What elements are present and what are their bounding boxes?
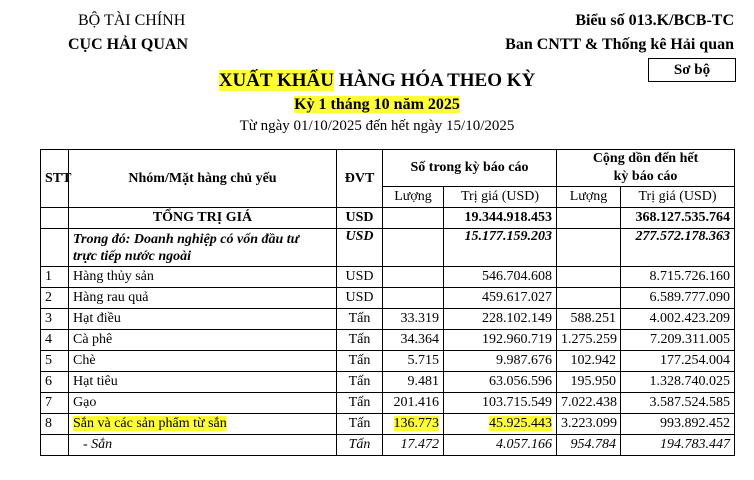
- row-unit: Tấn: [337, 351, 383, 372]
- row-qty: 201.416: [383, 393, 444, 414]
- row-stt: 2: [41, 288, 69, 309]
- subrow-cum-value: 194.783.447: [621, 435, 735, 456]
- table-row: [41, 288, 735, 309]
- row-name: Hạt tiêu: [69, 372, 337, 393]
- row-qty: [383, 288, 444, 309]
- row-cum-value: 3.587.524.585: [621, 393, 735, 414]
- row-cum-value: 8.715.726.160: [621, 267, 735, 288]
- row-qty-highlight: 136.773: [393, 416, 439, 431]
- row-cum-value: 6.589.777.090: [621, 288, 735, 309]
- table-row: [41, 267, 735, 288]
- col-stt: STT: [41, 150, 69, 208]
- row-stt: 5: [41, 351, 69, 372]
- report-title: [0, 70, 754, 92]
- col-unit: ĐVT: [337, 150, 383, 208]
- row-cum-qty: [557, 267, 621, 288]
- fdi-cum-value: 277.572.178.363: [621, 229, 735, 267]
- fdi-label-line2: trực tiếp nước ngoài: [73, 248, 192, 264]
- table-row-total: [41, 208, 735, 229]
- row-cum-qty: 102.942: [557, 351, 621, 372]
- report-period: [0, 96, 754, 114]
- row-value: 459.617.027: [444, 288, 557, 309]
- row-cum-qty: 588.251: [557, 309, 621, 330]
- row-name: Hạt điều: [69, 309, 337, 330]
- total-unit: USD: [337, 208, 383, 229]
- table-row: [41, 393, 735, 414]
- row-name: Hàng rau quả: [69, 288, 337, 309]
- row-value: 103.715.549: [444, 393, 557, 414]
- row-name: Gạo: [69, 393, 337, 414]
- subrow-unit: Tấn: [337, 435, 383, 456]
- row-name: [69, 414, 337, 435]
- col-period-group: Số trong kỳ báo cáo: [383, 150, 557, 187]
- table-row: [41, 309, 735, 330]
- row-value: 546.704.608: [444, 267, 557, 288]
- row-stt: 1: [41, 267, 69, 288]
- cum-line2: kỳ báo cáo: [613, 169, 678, 184]
- subrow-qty: 17.472: [383, 435, 444, 456]
- agency-subname: CỤC HẢI QUAN: [68, 36, 188, 53]
- table-subrow: [41, 435, 735, 456]
- row-qty: 9.481: [383, 372, 444, 393]
- export-table: [40, 149, 735, 456]
- row-cum-value: 993.892.452: [621, 414, 735, 435]
- department-name: Ban CNTT & Thống kê Hải quan: [505, 36, 734, 53]
- row-cum-value: 4.002.423.209: [621, 309, 735, 330]
- status-badge: Sơ bộ: [648, 58, 736, 82]
- row-stt: 3: [41, 309, 69, 330]
- table-row: [41, 414, 735, 435]
- row-cum-value: 1.328.740.025: [621, 372, 735, 393]
- row-name: Hàng thủy sản: [69, 267, 337, 288]
- subrow-cum-qty: 954.784: [557, 435, 621, 456]
- row-name: Chè: [69, 351, 337, 372]
- table-row: [41, 372, 735, 393]
- table-row: [41, 351, 735, 372]
- cum-line1: Cộng dồn đến hết: [592, 151, 699, 166]
- row-value-highlight: 45.925.443: [489, 416, 553, 431]
- col-value: Trị giá (USD): [444, 187, 557, 208]
- row-stt: 6: [41, 372, 69, 393]
- row-qty: [383, 267, 444, 288]
- fdi-label: [69, 229, 337, 267]
- row-stt: 8: [41, 414, 69, 435]
- col-group: Nhóm/Mặt hàng chủ yếu: [69, 150, 337, 208]
- period-text: Kỳ 1 tháng 10 năm 2025: [294, 96, 460, 113]
- row-qty: [383, 414, 444, 435]
- row-unit: Tấn: [337, 309, 383, 330]
- row-unit: Tấn: [337, 393, 383, 414]
- fdi-unit: USD: [337, 229, 383, 267]
- title-rest: HÀNG HÓA THEO KỲ: [333, 70, 536, 91]
- total-value: 19.344.918.453: [444, 208, 557, 229]
- subrow-name: - Sắn: [69, 435, 337, 456]
- row-value: 63.056.596: [444, 372, 557, 393]
- table-row: [41, 330, 735, 351]
- row-value: 192.960.719: [444, 330, 557, 351]
- date-range: Từ ngày 01/10/2025 đến hết ngày 15/10/2025: [239, 118, 515, 134]
- row-name: Cà phê: [69, 330, 337, 351]
- row-qty: 33.319: [383, 309, 444, 330]
- row-cum-value: 7.209.311.005: [621, 330, 735, 351]
- row-unit: Tấn: [337, 330, 383, 351]
- row-unit: Tấn: [337, 414, 383, 435]
- row-cum-qty: 195.950: [557, 372, 621, 393]
- agency-name: BỘ TÀI CHÍNH: [78, 12, 186, 29]
- row-unit: USD: [337, 267, 383, 288]
- row-stt: 4: [41, 330, 69, 351]
- row-unit: Tấn: [337, 372, 383, 393]
- col-qty: Lượng: [383, 187, 444, 208]
- table-row-fdi: [41, 229, 735, 267]
- row-cum-qty: [557, 288, 621, 309]
- row-unit: USD: [337, 288, 383, 309]
- fdi-label-line1: Trong đó: Doanh nghiệp có vốn đầu tư: [73, 231, 300, 247]
- row-qty: 34.364: [383, 330, 444, 351]
- total-label: TỔNG TRỊ GIÁ: [69, 208, 337, 229]
- row-qty: 5.715: [383, 351, 444, 372]
- title-highlight: XUẤT KHẨU: [218, 70, 334, 91]
- fdi-value: 15.177.159.203: [444, 229, 557, 267]
- row-stt: 7: [41, 393, 69, 414]
- row-cum-qty: 7.022.438: [557, 393, 621, 414]
- row-value: 228.102.149: [444, 309, 557, 330]
- row-cum-value: 177.254.004: [621, 351, 735, 372]
- row-cum-qty: 1.275.259: [557, 330, 621, 351]
- col-cum-value: Trị giá (USD): [621, 187, 735, 208]
- col-cum-qty: Lượng: [557, 187, 621, 208]
- row-cum-qty: 3.223.099: [557, 414, 621, 435]
- row-value: [444, 414, 557, 435]
- total-cum-value: 368.127.535.764: [621, 208, 735, 229]
- subrow-value: 4.057.166: [444, 435, 557, 456]
- col-cumulative-group: [557, 150, 735, 187]
- row-name-highlight: Sắn và các sản phẩm từ sắn: [73, 416, 227, 431]
- row-value: 9.987.676: [444, 351, 557, 372]
- form-number: Biểu số 013.K/BCB-TC: [575, 12, 734, 29]
